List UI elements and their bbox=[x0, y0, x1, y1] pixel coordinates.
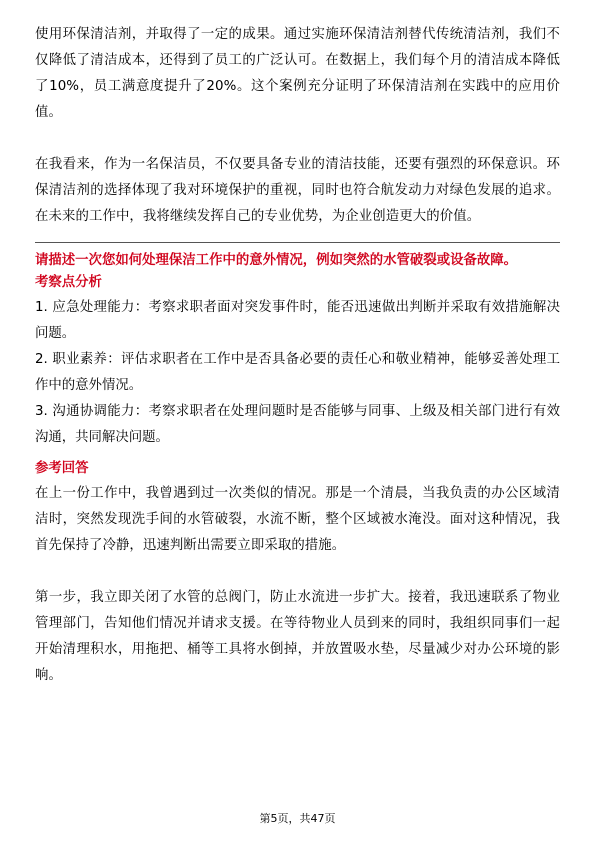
answer-title: 参考回答 bbox=[35, 461, 89, 476]
analysis-title: 考察点分析 bbox=[35, 275, 102, 290]
analysis-item: 2. 职业素养：评估求职者在工作中是否具备必要的责任心和敬业精神，能够妥善处理工作中的意外情况。 bbox=[35, 352, 560, 393]
body-paragraph: 使用环保清洁剂，并取得了一定的成果。通过实施环保清洁剂替代传统清洁剂，我们不仅降低了清洁成本，还得到了员工的广泛认可。在数据上，我们每个月的清洁成本降低了10%，员工满意度提升了20%。这个案例充分证明了环保清洁剂在实践中的应用价值。 bbox=[35, 27, 560, 120]
analysis-item: 1. 应急处理能力：考察求职者面对突发事件时，能否迅速做出判断并采取有效措施解决问题。 bbox=[35, 300, 560, 341]
document-page bbox=[35, 22, 560, 689]
paragraph-gap bbox=[35, 126, 560, 152]
answer-paragraph: 在上一份工作中，我曾遇到过一次类似的情况。那是一个清晨，当我负责的办公区域清洁时，突然发现洗手间的水管破裂，水流不断，整个区域被水淹没。面对这种情况，我首先保持了冷静，迅速判断出需要立即采取的措施。 bbox=[35, 486, 560, 553]
answer-paragraph: 第一步，我立即关闭了水管的总阀门，防止水流进一步扩大。接着，我迅速联系了物业管理部门，告知他们情况并请求支援。在等待物业人员到来的同时，我组织同事们一起开始清理积水，用拖把、桶等工具将水倒掉，并放置吸水垫，尽量减少对办公环境的影响。 bbox=[35, 590, 560, 683]
section-divider bbox=[35, 242, 560, 243]
paragraph-gap bbox=[35, 559, 560, 585]
body-paragraph: 在我看来，作为一名保洁员，不仅要具备专业的清洁技能，还要有强烈的环保意识。环保清洁剂的选择体现了我对环境保护的重视，同时也符合航发动力对绿色发展的追求。在未来的工作中，我将继续发挥自己的专业优势，为企业创造更大的价值。 bbox=[35, 157, 560, 224]
page-number: 第5页，共47页 bbox=[259, 812, 336, 825]
interview-question: 请描述一次您如何处理保洁工作中的意外情况，例如突然的水管破裂或设备故障。 bbox=[35, 253, 518, 268]
analysis-item: 3. 沟通协调能力：考察求职者在处理问题时是否能够与同事、上级及相关部门进行有效沟通，共同解决问题。 bbox=[35, 404, 560, 445]
